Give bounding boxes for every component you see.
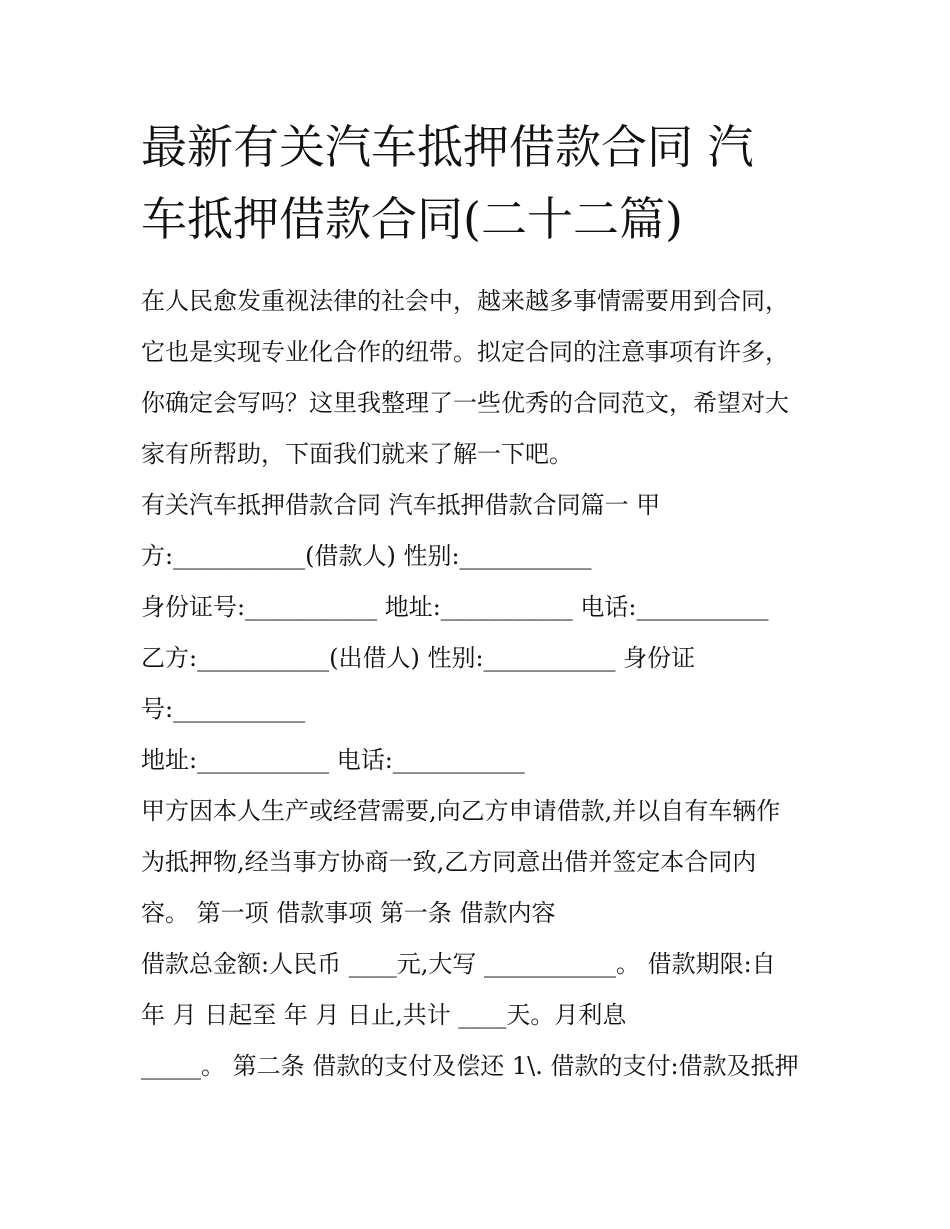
loan-amount-line: 借款总金额:人民币 ____元,大写 ___________。 借款期限:自 bbox=[141, 950, 776, 978]
loan-term-line: 年 月 日起至 年 月 日止,共计 ____天。月利息 bbox=[141, 1001, 627, 1029]
intro-line-2: 它也是实现专业化合作的纽带。拟定合同的注意事项有许多， bbox=[141, 338, 789, 366]
intro-line-1: 在人民愈发重视法律的社会中，越来越多事情需要用到合同， bbox=[141, 287, 789, 315]
document-title-line-2: 车抵押借款合同(二十二篇) bbox=[141, 192, 683, 246]
party-b-address-line: 地址:___________ 电话:___________ bbox=[141, 746, 525, 774]
document-title-line-1: 最新有关汽车抵押借款合同 汽 bbox=[141, 120, 754, 174]
article-2-line: _____。 第二条 借款的支付及偿还 1\. 借款的支付:借款及抵押 bbox=[141, 1052, 799, 1080]
purpose-line-1: 甲方因本人生产或经营需要,向乙方申请借款,并以自有车辆作 bbox=[141, 797, 781, 825]
party-a-id-line: 身份证号:___________ 地址:___________ 电话:___________ bbox=[141, 593, 769, 621]
purpose-line-2: 为抵押物,经当事方协商一致,乙方同意出借并签定本合同内 bbox=[141, 848, 757, 876]
section-heading-line: 有关汽车抵押借款合同 汽车抵押借款合同篇一 甲 bbox=[141, 491, 661, 519]
article-1-heading-line: 容。 第一项 借款事项 第一条 借款内容 bbox=[141, 899, 556, 927]
party-b-id-line: 号:___________ bbox=[141, 695, 306, 723]
intro-line-3: 你确定会写吗？这里我整理了一些优秀的合同范文，希望对大 bbox=[141, 389, 789, 417]
party-b-line: 乙方:___________(出借人) 性别:___________ 身份证 bbox=[141, 644, 696, 672]
party-a-line: 方:___________(借款人) 性别:___________ bbox=[141, 542, 592, 570]
intro-line-4: 家有所帮助，下面我们就来了解一下吧。 bbox=[141, 440, 573, 468]
